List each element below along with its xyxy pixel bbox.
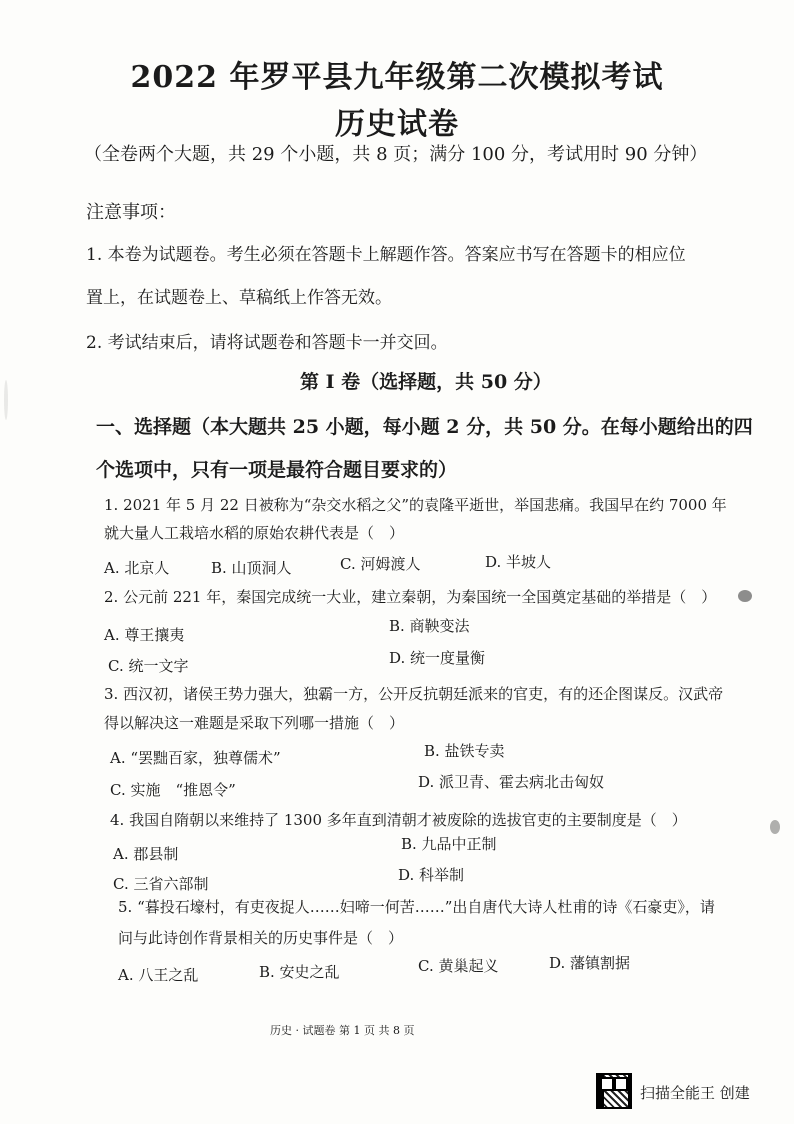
question-5-option-d: D. 藩镇割据 <box>549 954 631 972</box>
question-3-option-d: D. 派卫青、霍去病北击匈奴 <box>418 773 605 791</box>
question-5-stem-line1: 5. “暮投石壕村，有吏夜捉人……妇啼一何苦……”出自唐代大诗人杜甫的诗《石豪吏》，请 <box>118 898 715 916</box>
question-1-stem-line1: 1. 2021 年 5 月 22 日被称为“杂交水稻之父”的袁隆平逝世，举国悲痛。我国早在约 7000 年 <box>104 496 727 514</box>
note-item-2: 2. 考试结束后，请将试题卷和答题卡一并交回。 <box>86 333 448 353</box>
question-3-stem-line1: 3. 西汉初，诸侯王势力强大，独霸一方，公开反抗朝廷派来的官吏，有的还企图谋反。汉武帝 <box>104 685 724 703</box>
section-instructions-line1: 一、选择题（本大题共 25 小题，每小题 2 分，共 50 分。在每小题给出的四 <box>96 416 753 438</box>
section-instructions-line2: 个选项中，只有一项是最符合题目要求的） <box>96 459 458 481</box>
question-4-option-d: D. 科举制 <box>398 866 465 884</box>
part1-heading: 第 I 卷（选择题，共 50 分） <box>300 371 552 393</box>
question-2-stem: 2. 公元前 221 年，秦国完成统一大业，建立秦朝，为秦国统一全国奠定基础的举措是（ ） <box>104 588 717 606</box>
question-4-stem: 4. 我国自隋朝以来维持了 1300 多年直到清朝才被废除的选拔官吏的主要制度是（ ） <box>110 811 687 829</box>
scan-mark <box>770 820 780 834</box>
question-1-option-b: B. 山顶洞人 <box>211 559 292 577</box>
exam-info: （全卷两个大题，共 29 个小题，共 8 页；满分 100 分，考试用时 90 分钟） <box>84 144 708 165</box>
question-4-option-b: B. 九品中正制 <box>401 835 497 853</box>
question-2-option-c: C. 统一文字 <box>108 657 189 675</box>
question-5-option-c: C. 黄巢起义 <box>418 957 499 975</box>
question-5-option-b: B. 安史之乱 <box>259 963 340 981</box>
page-footer: 历史 · 试题卷 第 1 页 共 8 页 <box>270 1024 415 1037</box>
exam-title: 2022 年罗平县九年级第二次模拟考试 <box>130 60 664 95</box>
qr-code-icon <box>596 1073 632 1109</box>
question-5-option-a: A. 八王之乱 <box>118 966 199 984</box>
question-4-option-c: C. 三省六部制 <box>113 875 209 893</box>
question-3-option-c: C. 实施 “推恩令” <box>110 781 236 799</box>
question-3-option-b: B. 盐铁专卖 <box>424 742 505 760</box>
note-item-1-line1: 1. 本卷为试题卷。考生必须在答题卡上解题作答。答案应书写在答题卡的相应位 <box>86 245 686 265</box>
notes-heading: 注意事项： <box>86 202 176 223</box>
scan-mark <box>738 590 752 602</box>
exam-subject-title: 历史试卷 <box>335 107 459 142</box>
question-5-stem-line2: 问与此诗创作背景相关的历史事件是（ ） <box>118 929 404 947</box>
question-4-option-a: A. 郡县制 <box>113 845 179 863</box>
question-2-option-b: B. 商鞅变法 <box>389 617 470 635</box>
question-1-option-a: A. 北京人 <box>104 559 170 577</box>
question-1-option-d: D. 半坡人 <box>485 553 552 571</box>
note-item-1-line2: 置上，在试题卷上、草稿纸上作答无效。 <box>86 288 392 308</box>
scan-mark <box>4 380 8 420</box>
question-3-stem-line2: 得以解决这一难题是采取下列哪一措施（ ） <box>104 714 405 732</box>
question-3-option-a: A. “罢黜百家，独尊儒术” <box>110 749 281 767</box>
question-2-option-d: D. 统一度量衡 <box>389 649 486 667</box>
question-1-stem-line2: 就大量人工栽培水稻的原始农耕代表是（ ） <box>104 524 405 542</box>
scanner-watermark: 扫描全能王 创建 <box>640 1084 750 1102</box>
question-1-option-c: C. 河姆渡人 <box>340 555 421 573</box>
question-2-option-a: A. 尊王攘夷 <box>104 626 185 644</box>
